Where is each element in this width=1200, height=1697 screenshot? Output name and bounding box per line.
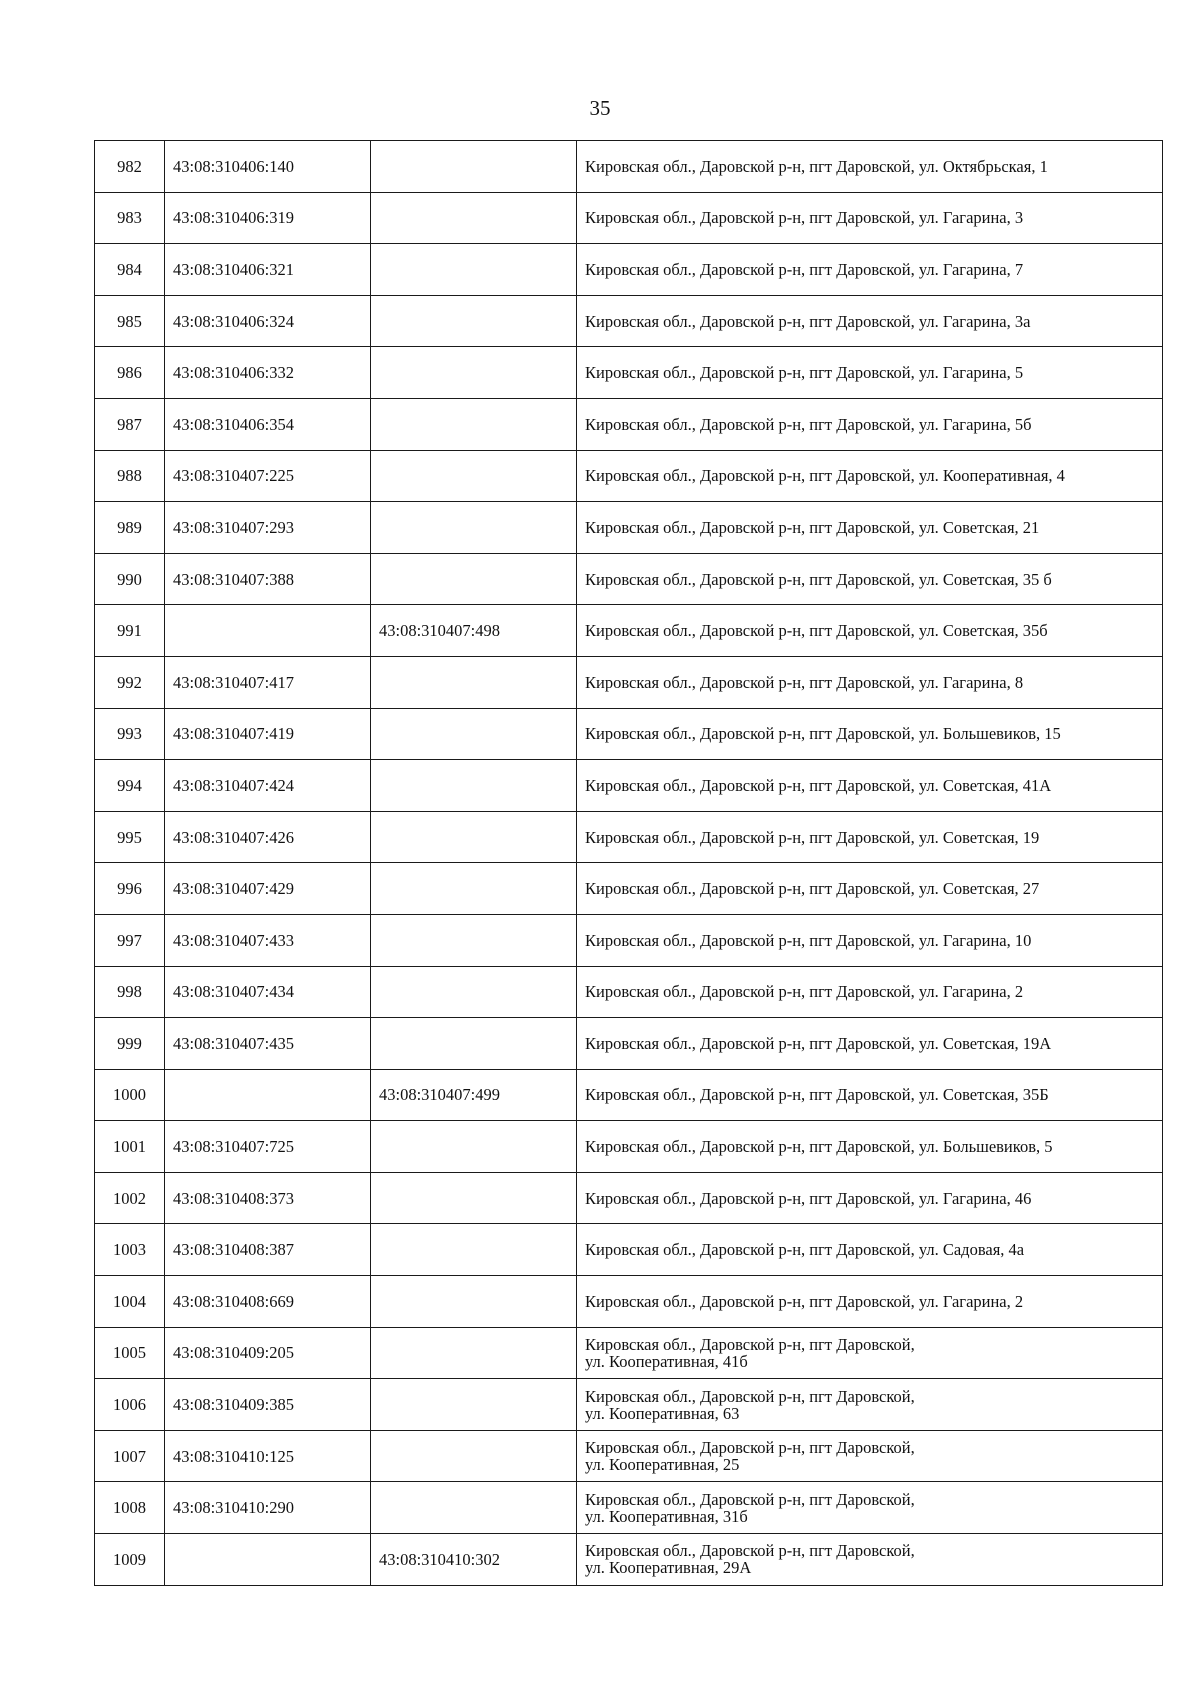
row-number-cell: 1009 (95, 1534, 165, 1586)
cadastral-number-cell: 43:08:310409:205 (165, 1327, 371, 1379)
object-number-cell (371, 1482, 577, 1534)
table-row (95, 914, 1163, 966)
object-number-cell (371, 244, 577, 296)
object-number-cell: 43:08:310407:499 (371, 1069, 577, 1121)
table-row (95, 141, 1163, 193)
row-number-cell: 1000 (95, 1069, 165, 1121)
cadastral-number-cell (165, 1534, 371, 1586)
address-cell: Кировская обл., Даровской р-н, пгт Даровской, ул. Кооперативная, 29А (577, 1534, 1163, 1586)
cadastral-number-cell: 43:08:310407:725 (165, 1121, 371, 1173)
address-cell: Кировская обл., Даровской р-н, пгт Даровской, ул. Гагарина, 2 (577, 1276, 1163, 1328)
object-number-cell (371, 811, 577, 863)
table-row (95, 863, 1163, 915)
table-row (95, 1430, 1163, 1482)
table-row (95, 708, 1163, 760)
object-number-cell (371, 1430, 577, 1482)
address-cell: Кировская обл., Даровской р-н, пгт Даровской, ул. Советская, 27 (577, 863, 1163, 915)
table-row (95, 192, 1163, 244)
cadastral-number-cell: 43:08:310407:429 (165, 863, 371, 915)
row-number-cell: 1005 (95, 1327, 165, 1379)
row-number-cell: 998 (95, 966, 165, 1018)
object-number-cell (371, 141, 577, 193)
row-number-cell: 1002 (95, 1172, 165, 1224)
cadastral-number-cell: 43:08:310408:373 (165, 1172, 371, 1224)
table-row (95, 605, 1163, 657)
address-cell: Кировская обл., Даровской р-н, пгт Даровской, ул. Гагарина, 10 (577, 914, 1163, 966)
address-cell: Кировская обл., Даровской р-н, пгт Даровской, ул. Садовая, 4а (577, 1224, 1163, 1276)
page-number: 35 (589, 96, 611, 120)
object-number-cell (371, 502, 577, 554)
row-number-cell: 984 (95, 244, 165, 296)
object-number-cell (371, 914, 577, 966)
object-number-cell (371, 1224, 577, 1276)
object-number-cell: 43:08:310410:302 (371, 1534, 577, 1586)
table-row (95, 1276, 1163, 1328)
object-number-cell (371, 966, 577, 1018)
row-number-cell: 1007 (95, 1430, 165, 1482)
row-number-cell: 983 (95, 192, 165, 244)
table-row (95, 1018, 1163, 1070)
row-number-cell: 991 (95, 605, 165, 657)
cadastral-number-cell: 43:08:310407:225 (165, 450, 371, 502)
row-number-cell: 1001 (95, 1121, 165, 1173)
cadastral-number-cell: 43:08:310408:387 (165, 1224, 371, 1276)
row-number-cell: 999 (95, 1018, 165, 1070)
row-number-cell: 1008 (95, 1482, 165, 1534)
address-cell: Кировская обл., Даровской р-н, пгт Даровской, ул. Советская, 41А (577, 760, 1163, 812)
object-number-cell (371, 450, 577, 502)
registry-table (94, 140, 1163, 1586)
cadastral-number-cell: 43:08:310409:385 (165, 1379, 371, 1431)
object-number-cell (371, 1121, 577, 1173)
address-cell: Кировская обл., Даровской р-н, пгт Даровской, ул. Большевиков, 5 (577, 1121, 1163, 1173)
row-number-cell: 990 (95, 553, 165, 605)
row-number-cell: 1003 (95, 1224, 165, 1276)
table-row (95, 1379, 1163, 1431)
table-row (95, 1172, 1163, 1224)
row-number-cell: 985 (95, 295, 165, 347)
address-cell: Кировская обл., Даровской р-н, пгт Даровской, ул. Октябрьская, 1 (577, 141, 1163, 193)
address-cell: Кировская обл., Даровской р-н, пгт Даровской, ул. Советская, 19А (577, 1018, 1163, 1070)
row-number-cell: 1004 (95, 1276, 165, 1328)
cadastral-number-cell: 43:08:310407:434 (165, 966, 371, 1018)
table-row (95, 1327, 1163, 1379)
object-number-cell (371, 1379, 577, 1431)
row-number-cell: 997 (95, 914, 165, 966)
cadastral-number-cell: 43:08:310406:332 (165, 347, 371, 399)
row-number-cell: 1006 (95, 1379, 165, 1431)
row-number-cell: 994 (95, 760, 165, 812)
cadastral-number-cell (165, 605, 371, 657)
object-number-cell (371, 192, 577, 244)
object-number-cell (371, 1172, 577, 1224)
address-cell: Кировская обл., Даровской р-н, пгт Даровской, ул. Советская, 19 (577, 811, 1163, 863)
cadastral-number-cell: 43:08:310407:424 (165, 760, 371, 812)
table-row (95, 760, 1163, 812)
row-number-cell: 995 (95, 811, 165, 863)
cadastral-number-cell: 43:08:310407:419 (165, 708, 371, 760)
row-number-cell: 987 (95, 398, 165, 450)
object-number-cell (371, 1276, 577, 1328)
address-cell: Кировская обл., Даровской р-н, пгт Даровской, ул. Кооперативная, 31б (577, 1482, 1163, 1534)
row-number-cell: 988 (95, 450, 165, 502)
table-row (95, 502, 1163, 554)
cadastral-number-cell: 43:08:310406:324 (165, 295, 371, 347)
cadastral-number-cell: 43:08:310410:290 (165, 1482, 371, 1534)
address-cell: Кировская обл., Даровской р-н, пгт Даровской, ул. Советская, 35 б (577, 553, 1163, 605)
cadastral-number-cell: 43:08:310406:321 (165, 244, 371, 296)
row-number-cell: 996 (95, 863, 165, 915)
address-cell: Кировская обл., Даровской р-н, пгт Даровской, ул. Гагарина, 5б (577, 398, 1163, 450)
table-row (95, 656, 1163, 708)
row-number-cell: 986 (95, 347, 165, 399)
table-row (95, 1224, 1163, 1276)
table-row (95, 398, 1163, 450)
address-cell: Кировская обл., Даровской р-н, пгт Даровской, ул. Кооперативная, 4 (577, 450, 1163, 502)
object-number-cell (371, 656, 577, 708)
address-cell: Кировская обл., Даровской р-н, пгт Даровской, ул. Гагарина, 8 (577, 656, 1163, 708)
object-number-cell (371, 553, 577, 605)
table-row (95, 553, 1163, 605)
table-row (95, 966, 1163, 1018)
object-number-cell (371, 760, 577, 812)
object-number-cell (371, 347, 577, 399)
address-cell: Кировская обл., Даровской р-н, пгт Даровской, ул. Гагарина, 2 (577, 966, 1163, 1018)
address-cell: Кировская обл., Даровской р-н, пгт Даровской, ул. Гагарина, 3 (577, 192, 1163, 244)
table-row (95, 811, 1163, 863)
cadastral-number-cell: 43:08:310407:433 (165, 914, 371, 966)
object-number-cell (371, 1018, 577, 1070)
table-row (95, 244, 1163, 296)
table-row (95, 1482, 1163, 1534)
address-cell: Кировская обл., Даровской р-н, пгт Даровской, ул. Советская, 21 (577, 502, 1163, 554)
cadastral-number-cell: 43:08:310406:319 (165, 192, 371, 244)
object-number-cell: 43:08:310407:498 (371, 605, 577, 657)
cadastral-number-cell: 43:08:310406:140 (165, 141, 371, 193)
table-row (95, 1069, 1163, 1121)
cadastral-number-cell: 43:08:310407:293 (165, 502, 371, 554)
address-cell: Кировская обл., Даровской р-н, пгт Даровской, ул. Гагарина, 5 (577, 347, 1163, 399)
object-number-cell (371, 863, 577, 915)
address-cell: Кировская обл., Даровской р-н, пгт Даровской, ул. Кооперативная, 63 (577, 1379, 1163, 1431)
cadastral-number-cell (165, 1069, 371, 1121)
address-cell: Кировская обл., Даровской р-н, пгт Даровской, ул. Кооперативная, 41б (577, 1327, 1163, 1379)
cadastral-number-cell: 43:08:310407:435 (165, 1018, 371, 1070)
table-row (95, 450, 1163, 502)
row-number-cell: 993 (95, 708, 165, 760)
object-number-cell (371, 295, 577, 347)
cadastral-number-cell: 43:08:310410:125 (165, 1430, 371, 1482)
row-number-cell: 989 (95, 502, 165, 554)
cadastral-number-cell: 43:08:310408:669 (165, 1276, 371, 1328)
object-number-cell (371, 708, 577, 760)
cadastral-number-cell: 43:08:310407:388 (165, 553, 371, 605)
registry-table-body (95, 141, 1163, 1586)
table-row (95, 1121, 1163, 1173)
cadastral-number-cell: 43:08:310407:426 (165, 811, 371, 863)
address-cell: Кировская обл., Даровской р-н, пгт Даровской, ул. Гагарина, 46 (577, 1172, 1163, 1224)
row-number-cell: 992 (95, 656, 165, 708)
table-row (95, 347, 1163, 399)
address-cell: Кировская обл., Даровской р-н, пгт Даровской, ул. Кооперативная, 25 (577, 1430, 1163, 1482)
cadastral-number-cell: 43:08:310407:417 (165, 656, 371, 708)
address-cell: Кировская обл., Даровской р-н, пгт Даровской, ул. Гагарина, 3а (577, 295, 1163, 347)
object-number-cell (371, 1327, 577, 1379)
object-number-cell (371, 398, 577, 450)
address-cell: Кировская обл., Даровской р-н, пгт Даровской, ул. Гагарина, 7 (577, 244, 1163, 296)
table-row (95, 1534, 1163, 1586)
address-cell: Кировская обл., Даровской р-н, пгт Даровской, ул. Советская, 35б (577, 605, 1163, 657)
cadastral-number-cell: 43:08:310406:354 (165, 398, 371, 450)
address-cell: Кировская обл., Даровской р-н, пгт Даровской, ул. Большевиков, 15 (577, 708, 1163, 760)
table-row (95, 295, 1163, 347)
address-cell: Кировская обл., Даровской р-н, пгт Даровской, ул. Советская, 35Б (577, 1069, 1163, 1121)
row-number-cell: 982 (95, 141, 165, 193)
